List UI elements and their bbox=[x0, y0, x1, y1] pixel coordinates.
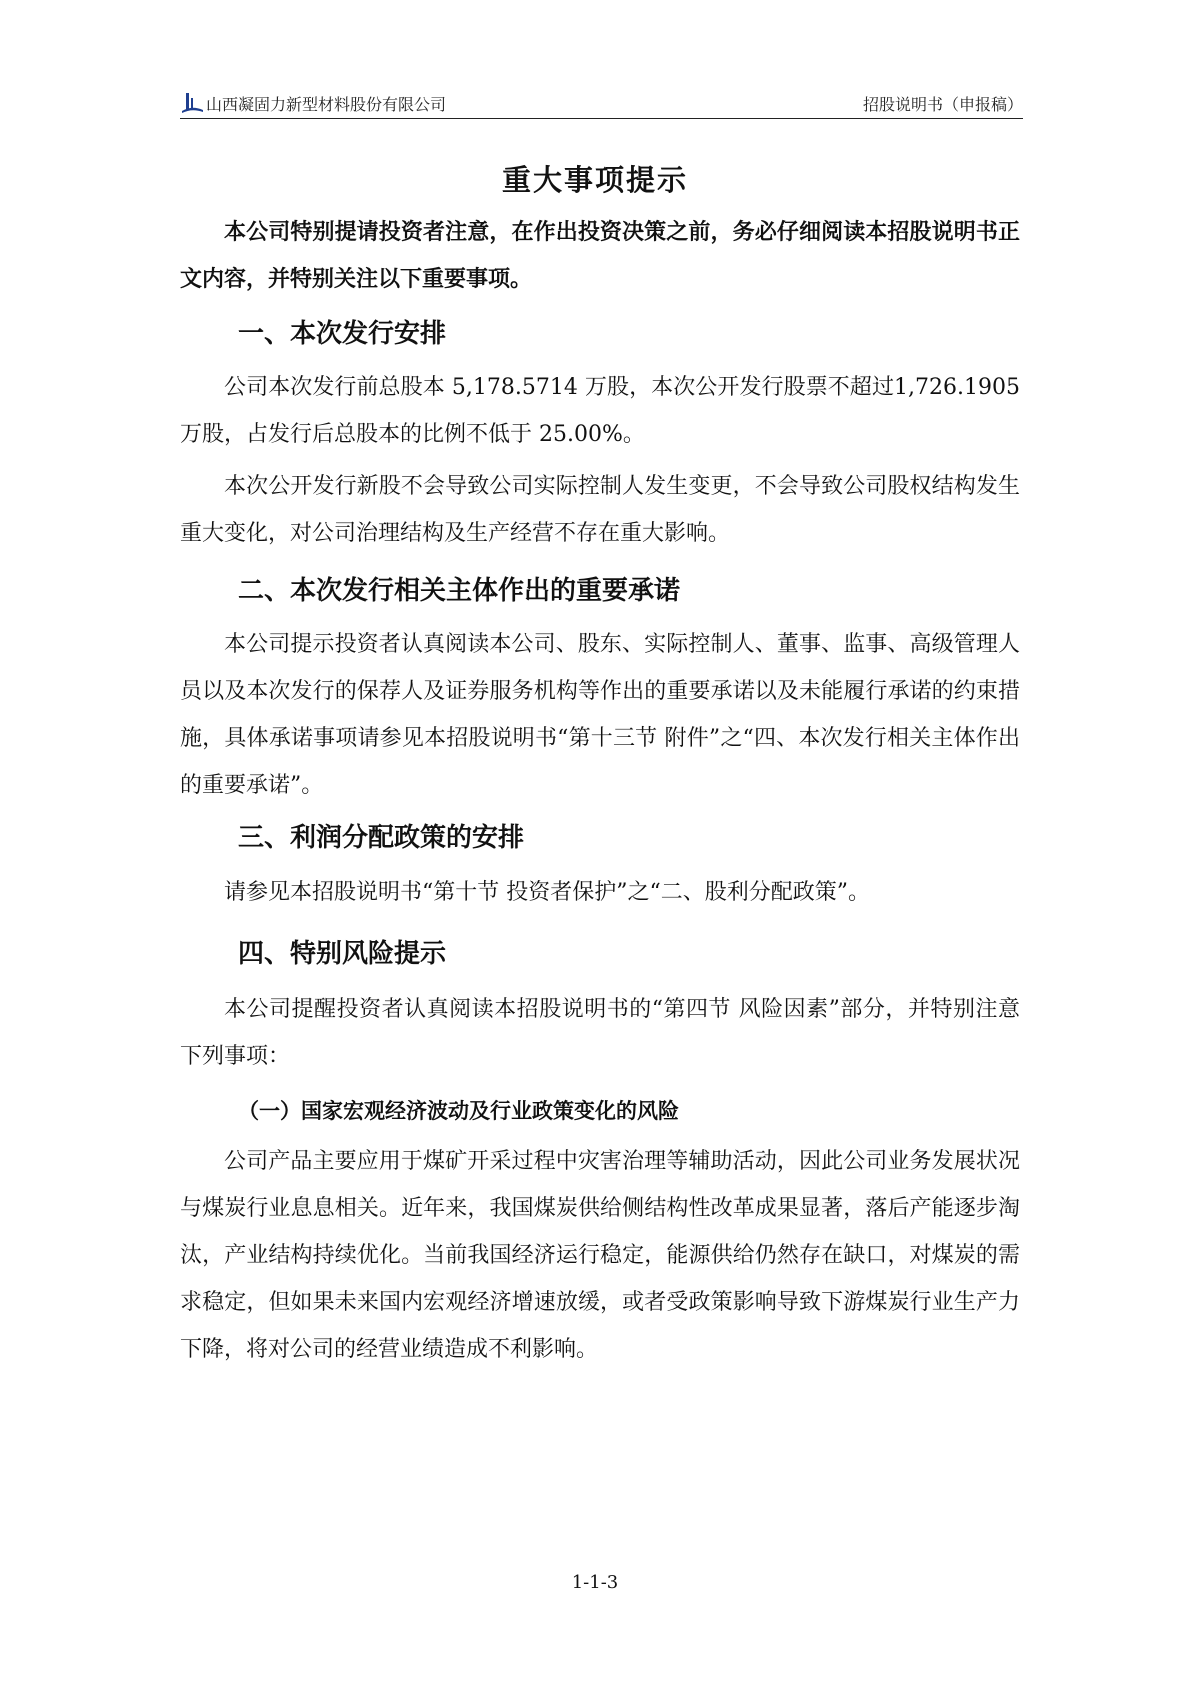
section-heading-4: 四、特别风险提示 bbox=[238, 939, 447, 969]
section-heading-2: 二、本次发行相关主体作出的重要承诺 bbox=[238, 576, 681, 606]
section-heading-3: 三、利润分配政策的安排 bbox=[238, 823, 525, 853]
subsection-4-1-paragraph: 公司产品主要应用于煤矿开采过程中灾害治理等辅助活动，因此公司业务发展状况与煤炭行业息息相关。近年来，我国煤炭供给侧结构性改革成果显著，落后产能逐步淘汰，产业结构持续优化。当前我国经济运行稳定，能源供给仍然存在缺口，对煤炭的需求稳定，但如果未来国内宏观经济增速放缓，或者受政策影响导致下游煤炭行业生产力下降，将对公司的经营业绩造成不利影响。 bbox=[180, 1149, 1020, 1362]
company-name: 山西凝固力新型材料股份有限公司 bbox=[206, 95, 447, 114]
section-3-paragraph-1: 请参见本招股说明书“第十节 投资者保护”之“二、股利分配政策”。 bbox=[224, 880, 870, 905]
section-1-paragraph-1: 公司本次发行前总股本 5,178.5714 万股，本次公开发行股票不超过1,726.1905 万股，占发行后总股本的比例不低于 25.00%。 bbox=[180, 375, 1020, 447]
section-4-paragraph-1: 本公司提醒投资者认真阅读本招股说明书的“第四节 风险因素”部分，并特别注意下列事项： bbox=[180, 997, 1020, 1069]
page-header bbox=[180, 88, 1023, 119]
page-number: 1-1-3 bbox=[571, 1572, 619, 1593]
section-2-paragraph-1: 本公司提示投资者认真阅读本公司、股东、实际控制人、董事、监事、高级管理人员以及本次发行的保荐人及证券服务机构等作出的重要承诺以及未能履行承诺的约束措施，具体承诺事项请参见本招股说明书“第十三节 附件”之“四、本次发行相关主体作出的重要承诺”。 bbox=[180, 632, 1020, 798]
page-title: 重大事项提示 bbox=[501, 163, 688, 197]
document-type: 招股说明书（申报稿） bbox=[862, 95, 1023, 114]
subsection-heading-4-1: （一）国家宏观经济波动及行业政策变化的风险 bbox=[238, 1099, 679, 1123]
section-1-paragraph-2: 本次公开发行新股不会导致公司实际控制人发生变更，不会导致公司股权结构发生重大变化，对公司治理结构及生产经营不存在重大影响。 bbox=[180, 474, 1020, 546]
section-heading-1: 一、本次发行安排 bbox=[238, 319, 447, 349]
intro-paragraph: 本公司特别提请投资者注意，在作出投资决策之前，务必仔细阅读本招股说明书正文内容，并特别关注以下重要事项。 bbox=[180, 220, 1020, 292]
company-logo-icon bbox=[180, 90, 204, 114]
